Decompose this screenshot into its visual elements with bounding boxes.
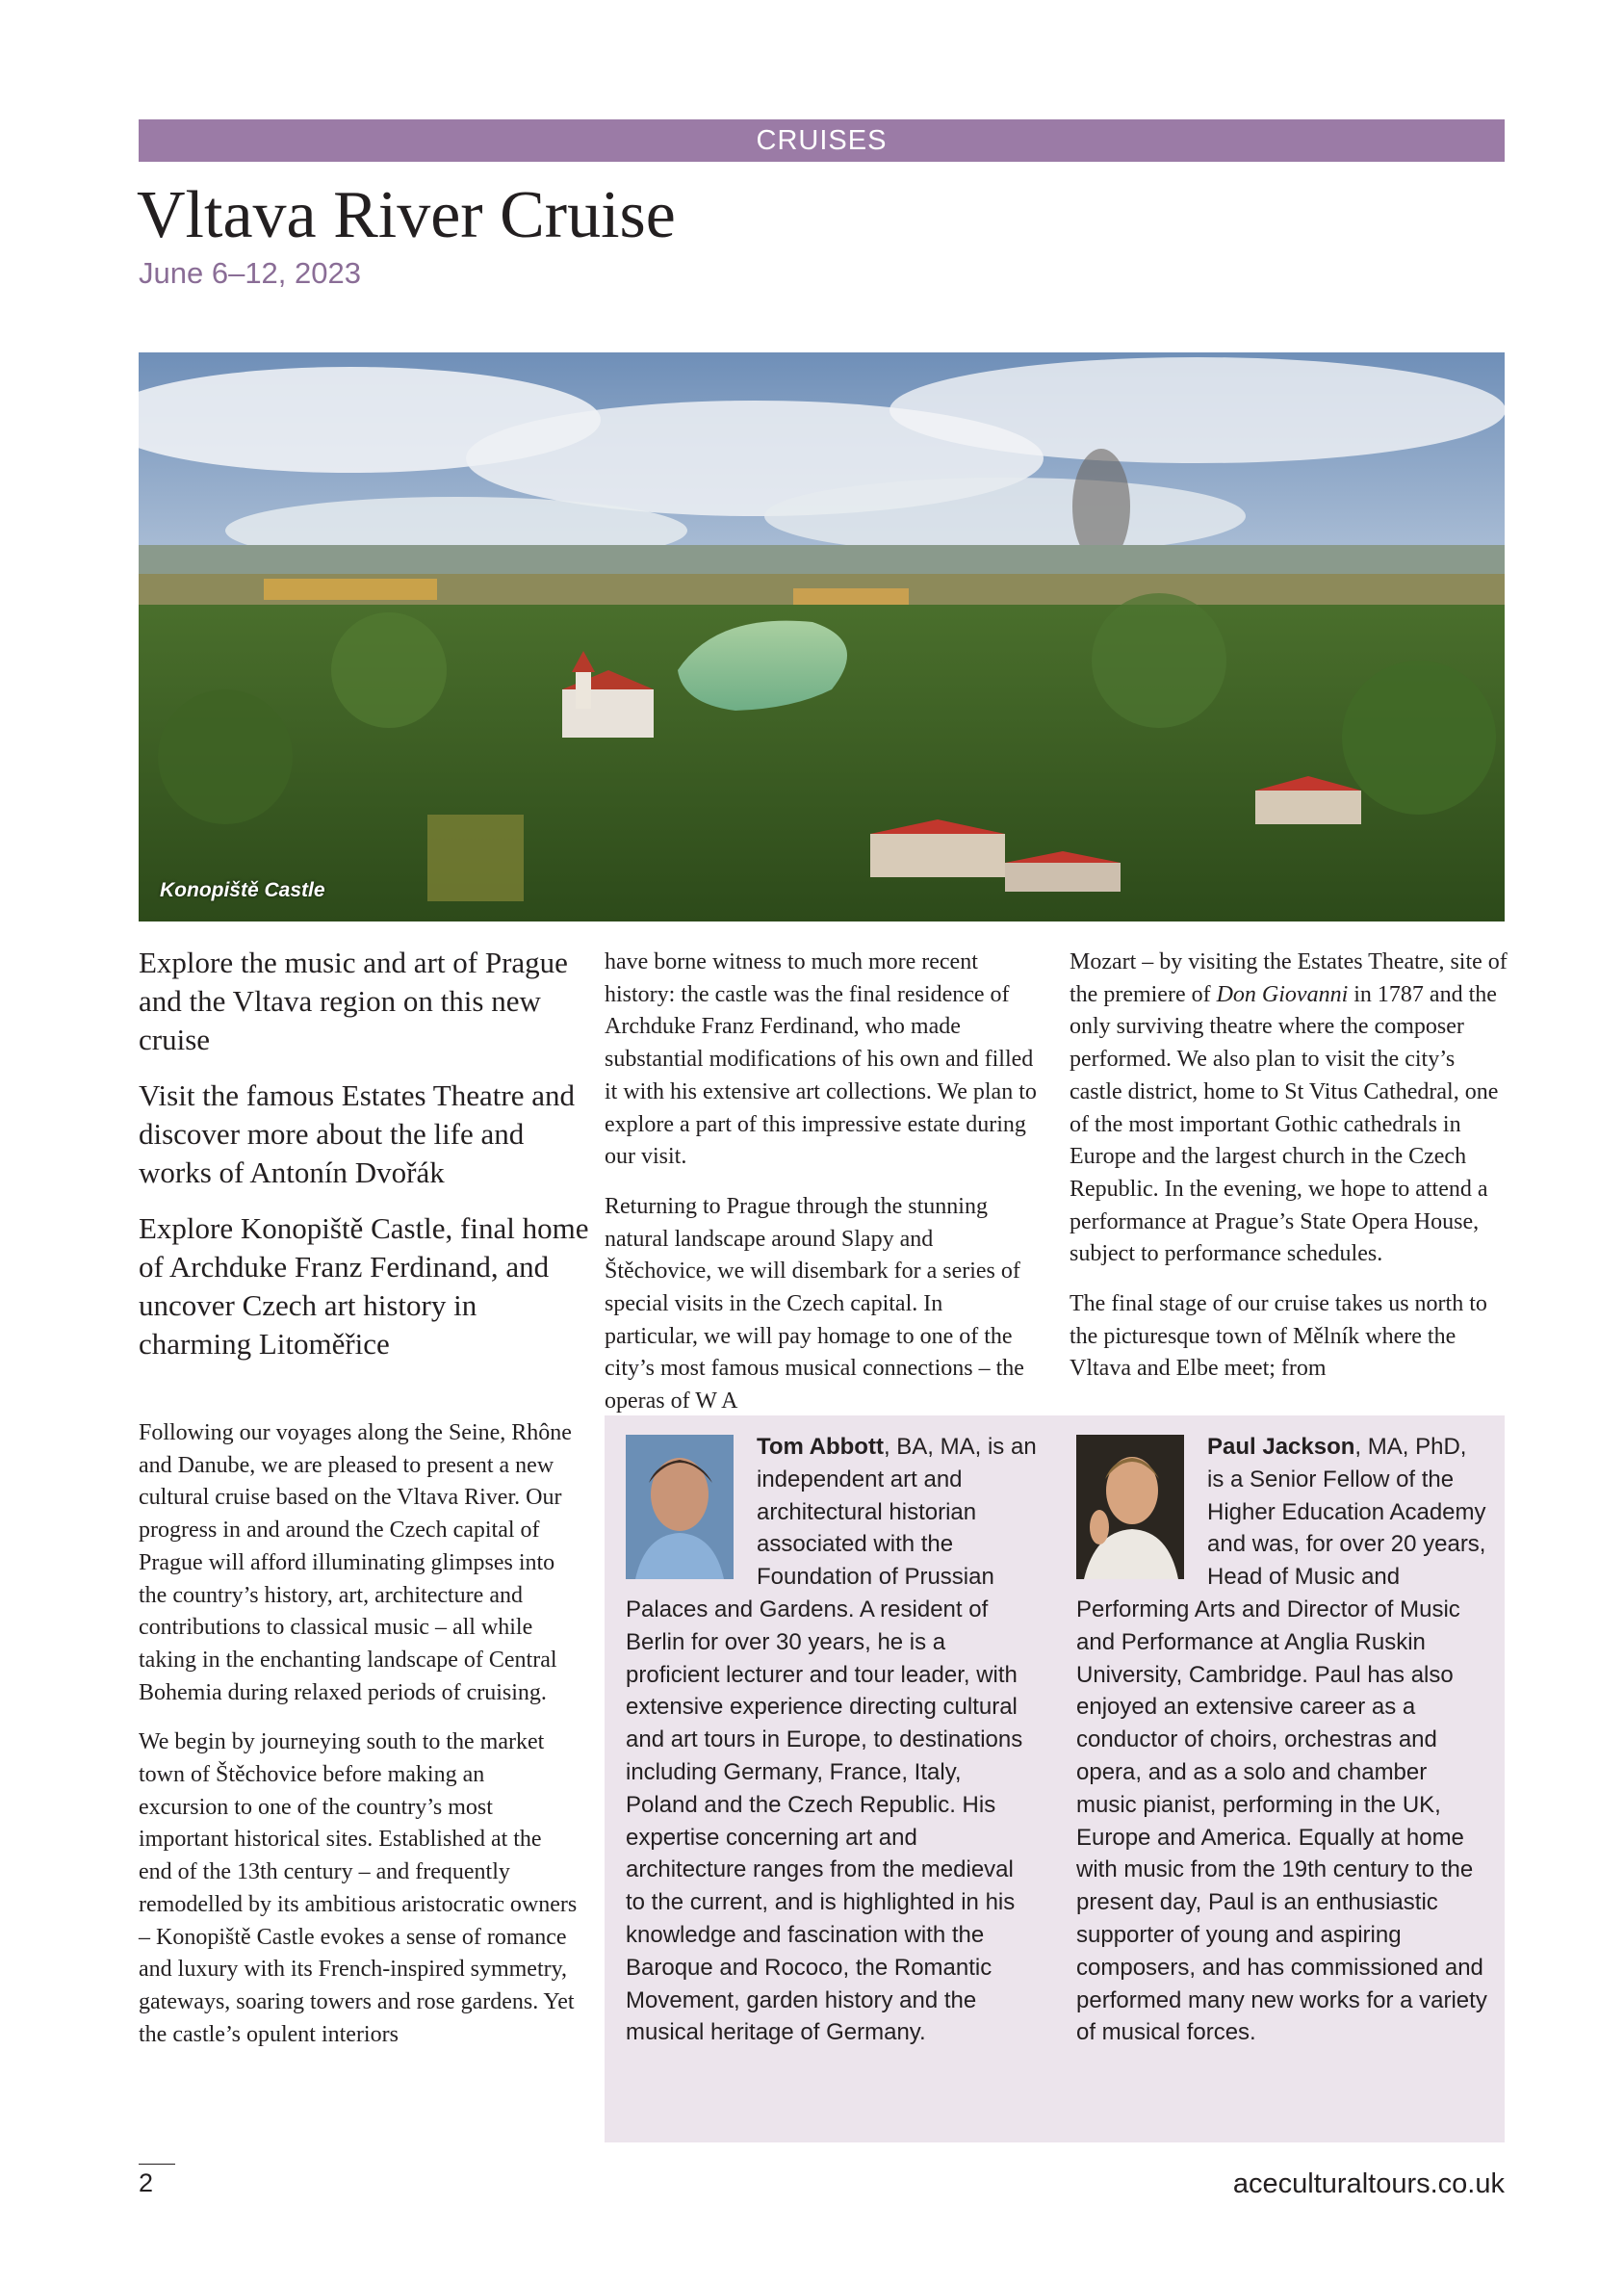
body-paragraph: The final stage of our cruise takes us north to the picturesque town of Mělník where the Vltava and Elbe meet; from bbox=[1070, 1291, 1487, 1382]
speaker-name: Paul Jackson bbox=[1207, 1434, 1355, 1460]
speaker-bio bbox=[626, 1431, 1038, 2049]
body-column-3 bbox=[1070, 947, 1508, 1403]
section-banner: CRUISES bbox=[139, 119, 1505, 162]
castle-photo bbox=[139, 352, 1505, 921]
photo-caption: Konopiště Castle bbox=[160, 879, 325, 901]
speaker-description: , BA, MA, is an independent art and architectural historian associated with the Foundation of Prussian Palaces and Gardens. A resident of Berlin for over 30 years, he is a proficient lecturer and tour leader, with extensive experience directing cultural and art tours in Europe, to destinations including Germany, France, Italy, Poland and the Czech Republic. His expertise concerning art and architecture ranges from the medieval to the current, and is highlighted in his knowledge and fascination with the Baroque and Rococo, the Romantic Movement, garden history and the musical heritage of Germany. bbox=[626, 1434, 1037, 2046]
body-paragraph: Following our voyages along the Seine, Rhône and Danube, we are pleased to present a new cultural cruise based on the Vltava River. Our progress in and around the Czech capital of Prague will afford illuminating glimpses into the country’s history, art, architecture and contributions to classical music – all while taking in the enchanting landscape of Central Bohemia during relaxed periods of cruising. bbox=[139, 1420, 572, 1705]
intro-highlights bbox=[139, 944, 591, 1381]
body-column-1 bbox=[139, 1417, 578, 2068]
footer-rule bbox=[139, 2164, 175, 2165]
body-paragraph-continued: have borne witness to much more recent history: the castle was the final residence of Archduke Franz Ferdinand, who made substantial modifications of his own and filled it with his extensive art collections. We plan to explore a part of this impressive estate during our visit. bbox=[605, 949, 1037, 1170]
page-number: 2 bbox=[139, 2168, 154, 2197]
body-column-2 bbox=[605, 947, 1038, 1436]
opera-title: Don Giovanni bbox=[1216, 981, 1349, 1007]
page-title: Vltava River Cruise bbox=[137, 178, 676, 252]
tour-dates: June 6–12, 2023 bbox=[139, 256, 361, 290]
website-link[interactable]: aceculturaltours.co.uk bbox=[1232, 2168, 1505, 2199]
guest-speakers-panel bbox=[605, 1415, 1505, 2142]
speaker-portrait-icon bbox=[626, 1435, 734, 1579]
intro-item: Visit the famous Estates Theatre and discover more about the life and works of Antonín Dvořák bbox=[139, 1078, 575, 1189]
speaker-description: , MA, PhD, is a Senior Fellow of the Higher Education Academy and was, for over 20 years, Head of Music and Performing Arts and Director of Music and Performance at Anglia Ruskin University, Cambridge. Paul has also enjoyed an extensive career as a conductor of choirs, orchestras and opera, and as a solo and chamber music pianist, performing in the UK, Europe and America. Equally at home with music from the 19th century to the present day, Paul is an enthusiastic supporter of young and aspiring composers, and has commissioned and performed many new works for a variety of musical forces. bbox=[1076, 1434, 1487, 2046]
body-paragraph: Returning to Prague through the stunning natural landscape around Slapy and Štěchovice, we will disembark for a series of special visits in the Czech capital. In particular, we will pay homage to one of the city’s most famous musical connections – the operas of W A bbox=[605, 1193, 1024, 1415]
body-paragraph-continued: We begin by journeying south to the market town of Štěchovice before making an excursion to one of the country’s most important historical sites. Established at the end of the 13th century – and frequently remodelled by its ambitious aristocratic owners – Konopiště Castle evokes a sense of romance and luxury with its French-inspired symmetry, gateways, soaring towers and rose gardens. Yet the castle’s opulent interiors bbox=[139, 1729, 578, 2047]
speaker-portrait-icon bbox=[1076, 1435, 1184, 1579]
speaker-name: Tom Abbott bbox=[757, 1434, 884, 1460]
intro-item: Explore the music and art of Prague and the Vltava region on this new cruise bbox=[139, 946, 568, 1056]
body-paragraph-continued: Mozart – by visiting the Estates Theatre, site of the premiere of Don Giovanni in 1787 and the only surviving theatre where the composer performed. We also plan to visit the city’s castle district, home to St Vitus Cathedral, one of the most important Gothic cathedrals in Europe and the largest church in the Czech Republic. In the evening, we hope to attend a performance at Prague’s State Opera House, subject to performance schedules. bbox=[1070, 949, 1508, 1267]
intro-item: Explore Konopiště Castle, final home of Archduke Franz Ferdinand, and uncover Czech art history in charming Litoměřice bbox=[139, 1211, 589, 1361]
landscape-photo-icon bbox=[139, 352, 1505, 921]
speaker-bio bbox=[1076, 1431, 1488, 2049]
